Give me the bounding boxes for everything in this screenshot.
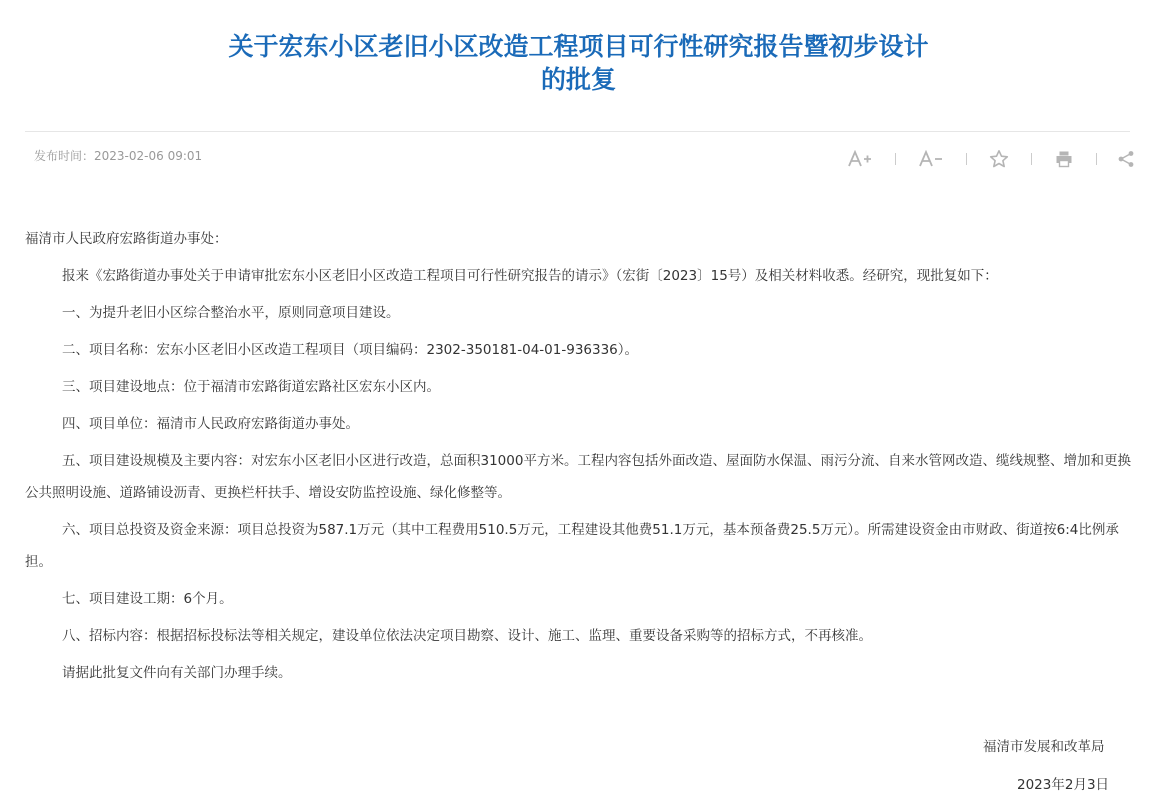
paragraph: 六、项目总投资及资金来源：项目总投资为587.1万元（其中工程费用510.5万元，工程建设其他费51.1万元，基本预备费25.5万元）。所需建设资金由市财政、街道按6:4比例承担。 [25, 522, 1119, 570]
paragraph: 五、项目建设规模及主要内容：对宏东小区老旧小区进行改造，总面积31000平方米。工程内容包括外面改造、屋面防水保温、雨污分流、自来水管网改造、缆线规整、增加和更换公共照明设施、道路铺设沥青、更换栏杆扶手、增设安防监控设施、绿化修整等。 [25, 453, 1131, 501]
paragraph: 三、项目建设地点：位于福清市宏路街道宏路社区宏东小区内。 [62, 379, 440, 395]
title-line-1: 关于宏东小区老旧小区改造工程项目可行性研究报告暨初步设计 [228, 32, 929, 61]
font-increase-icon[interactable] [845, 148, 875, 170]
title-divider [25, 131, 1130, 132]
print-icon[interactable] [1052, 148, 1076, 170]
paragraph: 八、招标内容：根据招标投标法等相关规定，建设单位依法决定项目勘察、设计、施工、监理、重要设备采购等的招标方式，不再核准。 [62, 628, 872, 644]
title-line-2: 的批复 [540, 65, 616, 94]
paragraph: 一、为提升老旧小区综合整治水平，原则同意项目建设。 [62, 305, 400, 321]
signature-org: 福清市发展和改革局 [983, 739, 1105, 755]
article-toolbar [845, 148, 1135, 170]
star-icon[interactable] [987, 148, 1011, 170]
publish-label: 发布时间： [34, 149, 95, 163]
paragraph: 四、项目单位：福清市人民政府宏路街道办事处。 [62, 416, 359, 432]
publish-info [34, 148, 202, 164]
toolbar-separator [895, 153, 896, 165]
font-decrease-icon[interactable] [916, 148, 946, 170]
toolbar-separator [1096, 153, 1097, 165]
paragraph: 报来《宏路街道办事处关于申请审批宏东小区老旧小区改造工程项目可行性研究报告的请示》（宏街〔2023〕15号）及相关材料收悉。经研究，现批复如下： [62, 268, 998, 284]
paragraph: 请据此批复文件向有关部门办理手续。 [62, 665, 292, 681]
document-title [0, 30, 1157, 96]
toolbar-separator [966, 153, 967, 165]
publish-time: 2023-02-06 09:01 [94, 149, 203, 163]
article-body [25, 221, 1133, 692]
paragraph: 二、项目名称：宏东小区老旧小区改造工程项目（项目编码：2302-350181-04-01-936336）。 [62, 342, 639, 358]
signature-date: 2023年2月3日 [1017, 777, 1110, 793]
toolbar-separator [1031, 153, 1032, 165]
paragraph: 七、项目建设工期：6个月。 [62, 591, 233, 607]
salutation: 福清市人民政府宏路街道办事处： [25, 231, 228, 247]
share-icon[interactable] [1117, 148, 1135, 170]
